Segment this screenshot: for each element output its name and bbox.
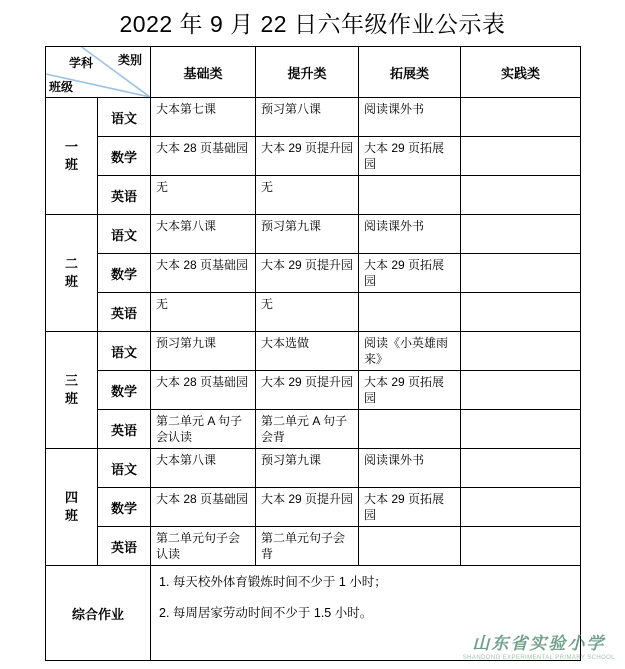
homework-cell: 大本 29 页拓展园 (359, 254, 461, 293)
homework-cell (359, 176, 461, 215)
homework-cell: 第二单元 A 句子会背 (256, 410, 359, 449)
table-row (46, 254, 581, 293)
homework-cell: 第二单元句子会认读 (151, 527, 256, 566)
homework-cell (461, 410, 581, 449)
homework-cell (461, 449, 581, 488)
homework-cell (461, 137, 581, 176)
class-label-cell (46, 449, 98, 566)
homework-cell (461, 176, 581, 215)
homework-cell: 大本 29 页拓展园 (359, 137, 461, 176)
class-label: 一班 (65, 139, 79, 172)
table-row (46, 137, 581, 176)
homework-cell: 阅读课外书 (359, 449, 461, 488)
subject-label-cell: 英语 (98, 410, 151, 449)
column-header-extend: 拓展类 (359, 47, 461, 98)
homework-cell (461, 332, 581, 371)
homework-cell: 阅读《小英雄雨来》 (359, 332, 461, 371)
table-row (46, 176, 581, 215)
subject-label-cell: 语文 (98, 332, 151, 371)
homework-table (45, 46, 581, 661)
subject-label-cell: 数学 (98, 488, 151, 527)
corner-label-category: 类别 (117, 53, 142, 67)
homework-cell: 大本选做 (256, 332, 359, 371)
summary-label-cell: 综合作业 (46, 566, 151, 661)
homework-cell: 预习第九课 (151, 332, 256, 371)
table-row (46, 527, 581, 566)
homework-cell: 大本 29 页提升园 (256, 371, 359, 410)
class-label-cell (46, 98, 98, 215)
homework-cell: 大本 29 页提升园 (256, 137, 359, 176)
table-row (46, 449, 581, 488)
homework-cell: 大本第八课 (151, 449, 256, 488)
homework-cell (359, 410, 461, 449)
homework-cell: 大本 29 页拓展园 (359, 488, 461, 527)
homework-cell: 大本 29 页提升园 (256, 488, 359, 527)
homework-cell (359, 527, 461, 566)
subject-label-cell: 英语 (98, 176, 151, 215)
homework-cell (461, 527, 581, 566)
homework-cell (461, 293, 581, 332)
subject-label-cell: 英语 (98, 293, 151, 332)
subject-label-cell: 数学 (98, 371, 151, 410)
subject-label-cell: 数学 (98, 254, 151, 293)
summary-line: 1. 每天校外体育锻炼时间不少于 1 小时； (159, 575, 387, 589)
summary-line: 2. 每周居家劳动时间不少于 1.5 小时。 (159, 606, 373, 621)
subject-label-cell: 数学 (98, 137, 151, 176)
homework-cell: 阅读课外书 (359, 98, 461, 137)
homework-cell: 大本 28 页基础园 (151, 371, 256, 410)
document-page (0, 6, 625, 661)
subject-label-cell: 语文 (98, 98, 151, 137)
homework-cell: 大本 28 页基础园 (151, 254, 256, 293)
page-title: 2022 年 9 月 22 日六年级作业公示表 (119, 11, 506, 37)
homework-cell: 预习第九课 (256, 215, 359, 254)
homework-cell: 无 (151, 176, 256, 215)
watermark-school-subtitle: SHANDONG EXPERIMENTAL PRIMARY SCHOOL (462, 655, 615, 661)
homework-cell (461, 254, 581, 293)
watermark-school-name: 山东省实验小学 (472, 634, 606, 654)
column-header-practice: 实践类 (461, 47, 581, 98)
homework-cell (461, 371, 581, 410)
table-row (46, 410, 581, 449)
homework-cell: 无 (151, 293, 256, 332)
corner-label-subject: 学科 (69, 56, 94, 70)
class-label: 二班 (65, 256, 79, 289)
homework-cell: 无 (256, 176, 359, 215)
table-row (46, 293, 581, 332)
school-watermark (463, 629, 615, 661)
subject-label-cell: 语文 (98, 215, 151, 254)
homework-cell: 大本 29 页拓展园 (359, 371, 461, 410)
class-label: 三班 (65, 373, 79, 406)
homework-cell: 大本第八课 (151, 215, 256, 254)
homework-cell: 大本 28 页基础园 (151, 488, 256, 527)
subject-label-cell: 英语 (98, 527, 151, 566)
column-header-basic: 基础类 (151, 47, 256, 98)
homework-cell: 阅读课外书 (359, 215, 461, 254)
homework-cell: 大本 29 页提升园 (256, 254, 359, 293)
header-row (46, 47, 581, 98)
corner-header-cell (46, 47, 151, 98)
corner-label-class: 班级 (49, 80, 74, 94)
homework-cell (461, 488, 581, 527)
column-header-improve: 提升类 (256, 47, 359, 98)
homework-cell: 预习第九课 (256, 449, 359, 488)
homework-cell: 无 (256, 293, 359, 332)
table-row (46, 371, 581, 410)
table-row (46, 98, 581, 137)
table-row (46, 215, 581, 254)
class-label-cell (46, 215, 98, 332)
homework-cell (461, 98, 581, 137)
homework-cell: 预习第八课 (256, 98, 359, 137)
table-row (46, 488, 581, 527)
homework-cell: 大本第七课 (151, 98, 256, 137)
table-row (46, 332, 581, 371)
homework-cell: 第二单元句子会背 (256, 527, 359, 566)
class-label: 四班 (65, 490, 79, 523)
homework-cell: 大本 28 页基础园 (151, 137, 256, 176)
homework-cell: 第二单元 A 句子会认读 (151, 410, 256, 449)
class-label-cell (46, 332, 98, 449)
homework-cell (461, 215, 581, 254)
subject-label-cell: 语文 (98, 449, 151, 488)
homework-cell (359, 293, 461, 332)
